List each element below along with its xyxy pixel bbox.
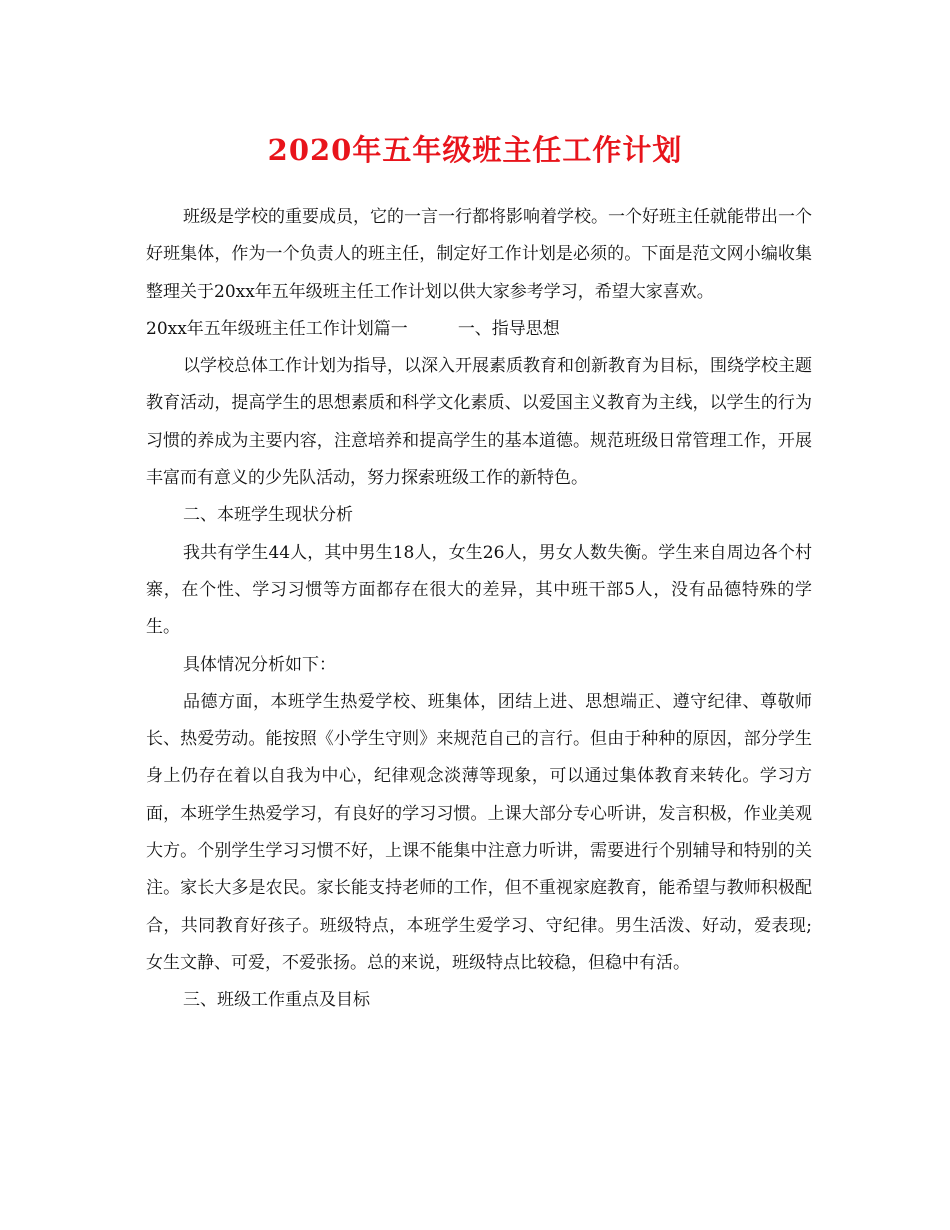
document-title: 2020年五年级班主任工作计划 (267, 133, 683, 167)
intro-paragraph: 班级是学校的重要成员，它的一言一行都将影响着学校。一个好班主任就能带出一个好班集体，作为一个负责人的班主任，制定好工作计划是必须的。下面是范文网小编收集整理关于20xx年五年级班主任工作计划以供大家参考学习，希望大家喜欢。 (146, 207, 812, 302)
heading-student-analysis: 二、本班学生现状分析 (183, 505, 353, 526)
paragraph-analysis-intro: 具体情况分析如下： (183, 654, 336, 675)
paragraph-character-analysis: 品德方面，本班学生热爱学校、班集体，团结上进、思想端正、遵守纪律、尊敬师长、热爱劳动。能按照《小学生守则》来规范自己的言行。但由于种种的原因，部分学生身上仍存在着以自我为中心，纪律观念淡薄等现象，可以通过集体教育来转化。学习方面，本班学生热爱学习，有良好的学习习惯。上课大部分专心听讲，发言积极，作业美观大方。个别学生学习习惯不好，上课不能集中注意力听讲，需要进行个别辅导和特别的关注。家长大多是农民。家长能支持老师的工作，但不重视家庭教育，能希望与教师积极配合，共同教育好孩子。班级特点，本班学生爱学习、守纪律。男生活泼、好动，爱表现;女生文静、可爱，不爱张扬。总的来说，班级特点比较稳，但稳中有活。 (146, 691, 812, 973)
heading-guiding-thought: 一、指导思想 (457, 318, 560, 339)
heading-work-focus: 三、班级工作重点及目标 (183, 990, 370, 1011)
paragraph-guiding-thought: 以学校总体工作计划为指导，以深入开展素质教育和创新教育为目标，围绕学校主题教育活动，提高学生的思想素质和科学文化素质、以爱国主义教育为主线，以学生的行为习惯的养成为主要内容，注意培养和提高学生的基本道德。规范班级日常管理工作，开展丰富而有意义的少先队活动，努力探索班级工作的新特色。 (146, 356, 812, 489)
paragraph-student-count: 我共有学生44人，其中男生18人，女生26人，男女人数失衡。学生来自周边各个村寨，在个性、学习习惯等方面都存在很大的差异，其中班干部5人，没有品德特殊的学生。 (146, 542, 812, 638)
document-body (146, 199, 812, 1020)
section-heading-line (146, 311, 812, 348)
section-label: 20xx年五年级班主任工作计划篇一 (146, 318, 408, 339)
